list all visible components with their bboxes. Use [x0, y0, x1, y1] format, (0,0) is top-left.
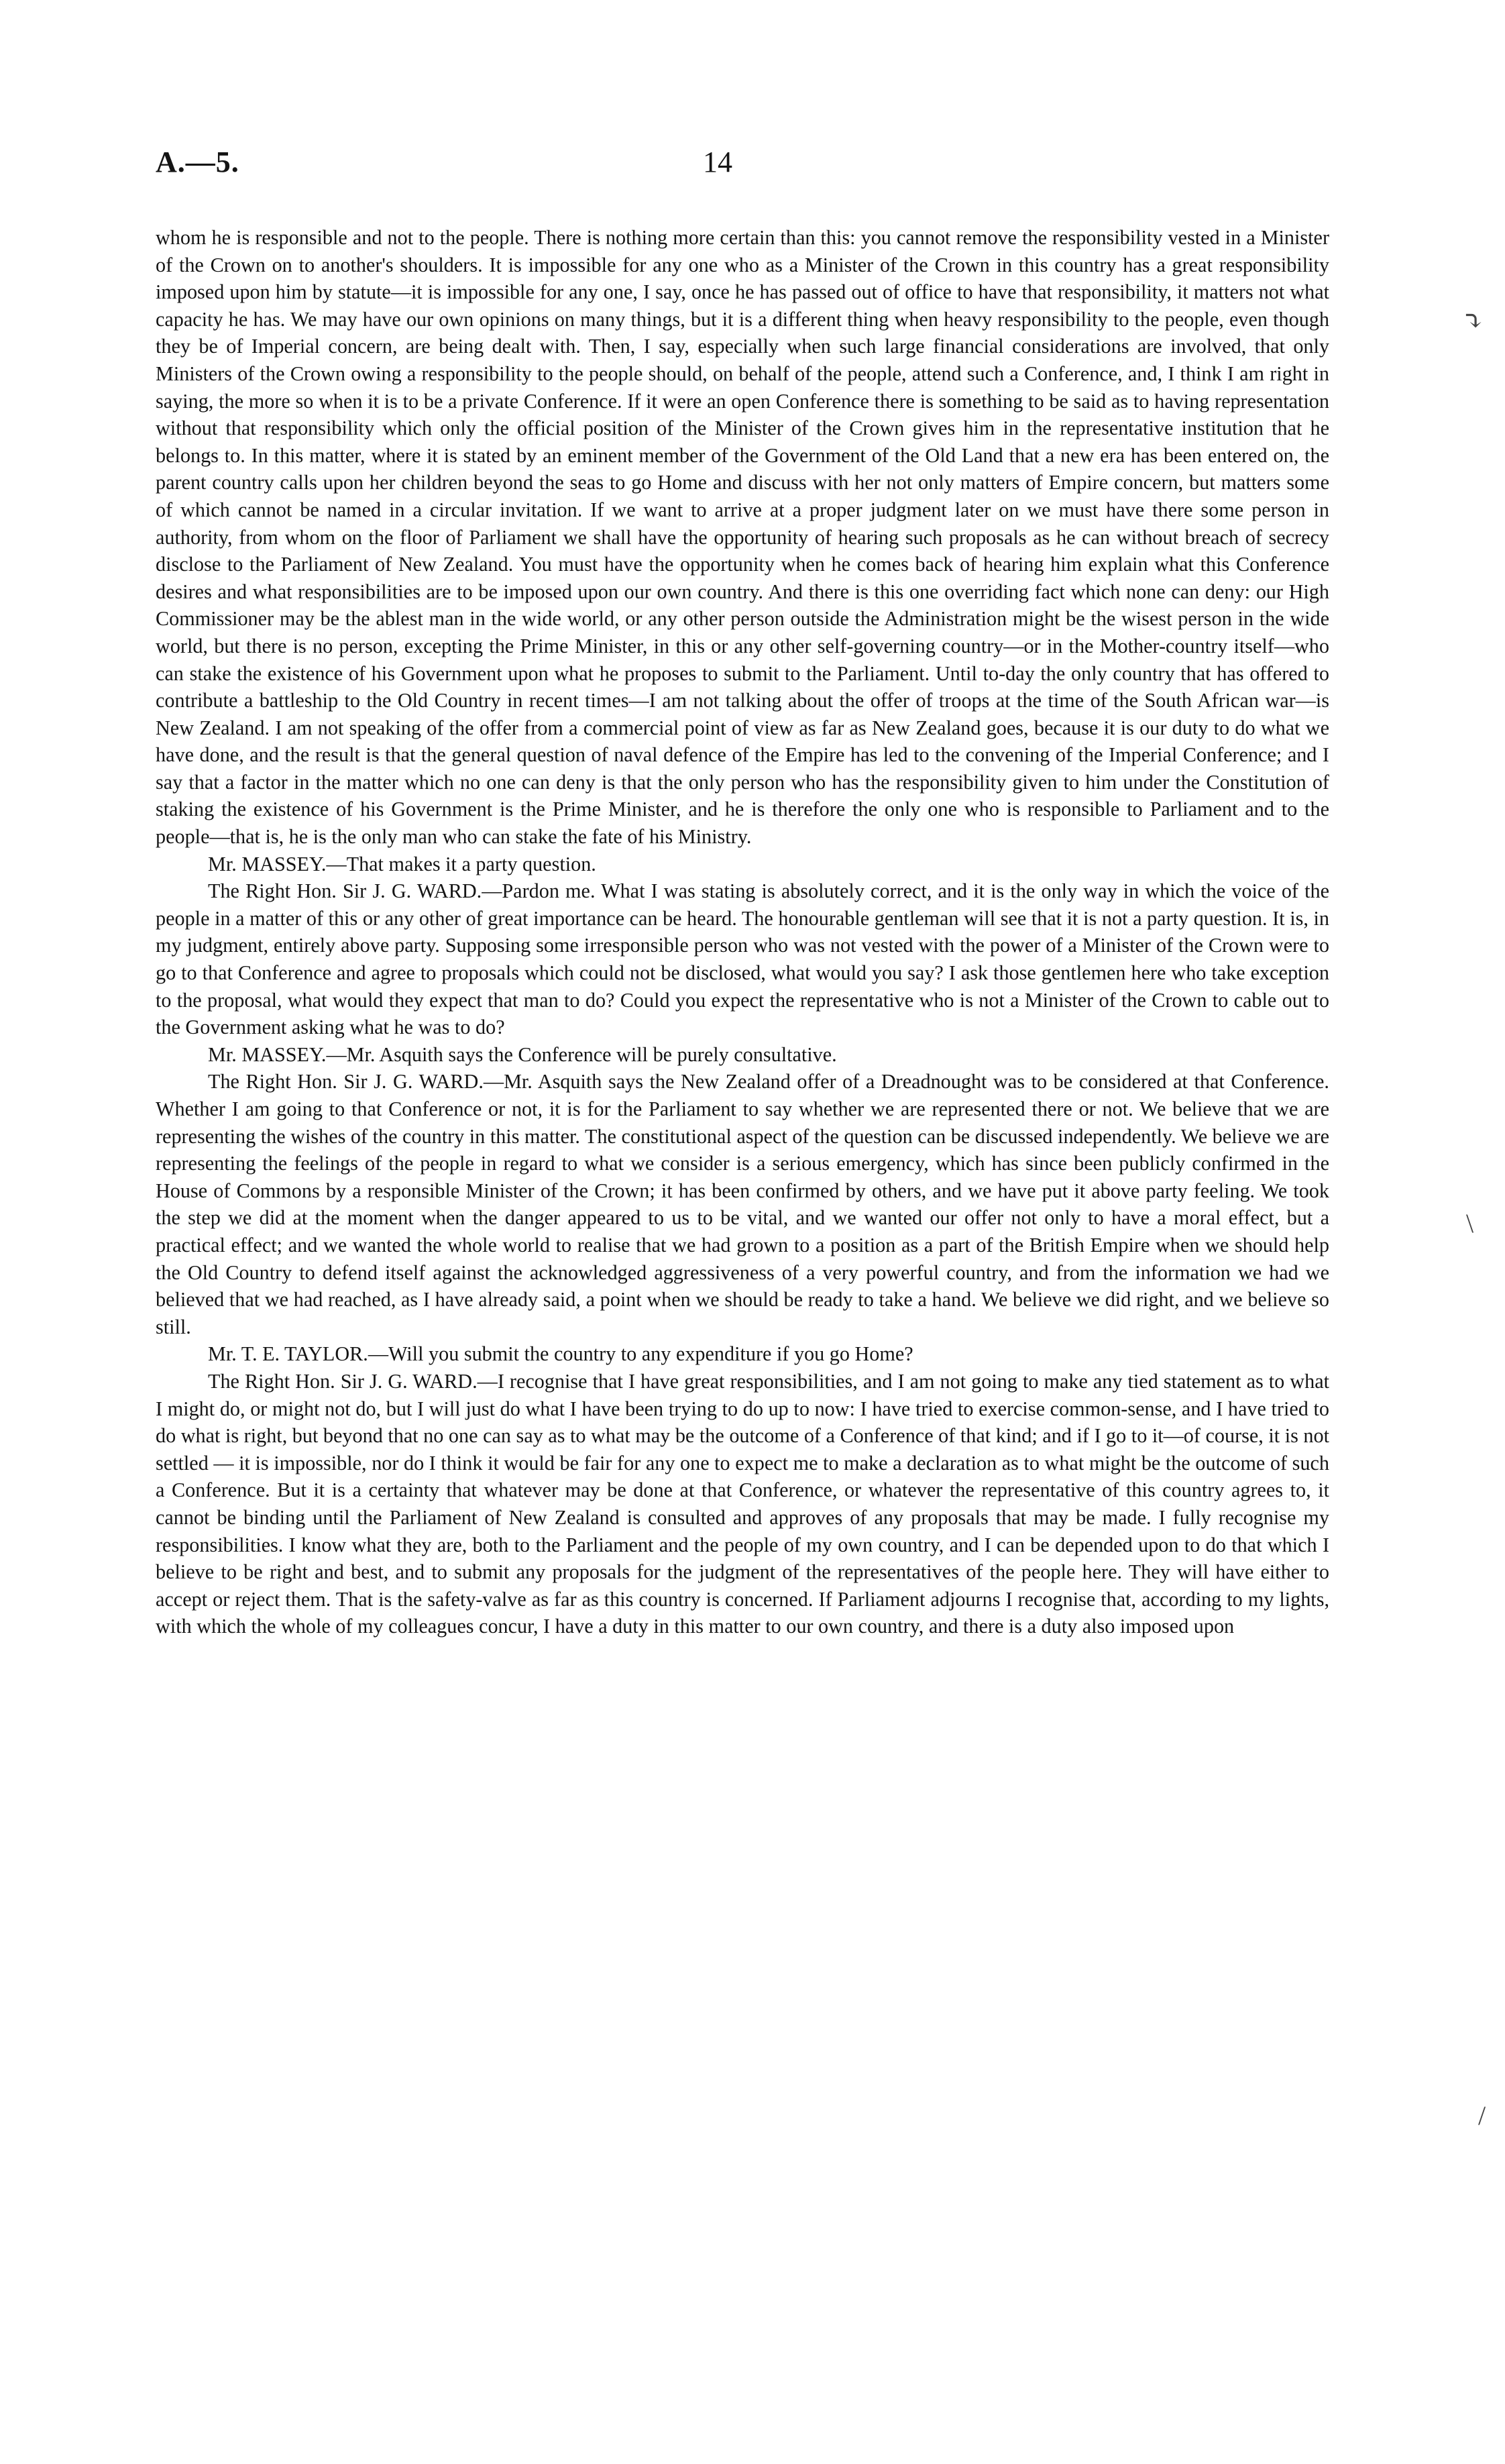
margin-scratch-mark: / [1478, 2100, 1486, 2131]
paragraph [156, 1340, 1329, 1368]
paragraph [156, 851, 1329, 878]
speaker-name: The Right Hon. Sir J. G. WARD. [208, 1070, 484, 1093]
paragraph [156, 224, 1329, 851]
page-reference: A.—5. [156, 146, 239, 178]
margin-scratch-mark: ⤵ [1462, 306, 1485, 336]
speaker-name: Mr. MASSEY. [208, 852, 327, 875]
paragraph-text: —I recognise that I have great responsibilities, and I am not going to make any tied statement as to what I might do, or might not do, but I will just do what I have been trying to do up to now: I have tried to exercise common-sense, and I have tried to do what is right, but beyond that no one can say as to what may be the outcome of a Conference of that kind; and if I go to it—of course, it is not settled — it is impossible, nor do I think it would be fair for any one to expect me to make a declaration as to what might be the outcome of such a Conference. But it is a certainty that whatever may be done at that Conference, or whatever the representative of this country agrees to, it cannot be binding until the Parliament of New Zealand is consulted and approves of any proposals that may be made. I fully recognise my responsibilities. I know what they are, both to the Parliament and the people of my own country, and I can be depended upon to do that which I believe to be right and best, and to submit any proposals for the judgment of the representatives of the people here. They will have either to accept or reject them. That is the safety-valve as far as this country is concerned. If Parliament adjourns I recognise that, according to my lights, with which the whole of my colleagues concur, I have a duty in this matter to our own country, and there is a duty also imposed upon [156, 1369, 1329, 1638]
speaker-name: Mr. T. E. TAYLOR. [208, 1342, 368, 1366]
paragraph-text: whom he is responsible and not to the people. There is nothing more certain than this: you cannot remove the responsibility vested in a Minister of the Crown on to another's shoulders. It is impossible for any one who as a Minister of the Crown in this country has a great responsibility imposed upon him by statute—it is impossible for any one, I say, once he has passed out of office to have that responsibility, it matters not what capacity he has. We may have our own opinions on many things, but it is a different thing when heavy responsibility to the people, even though they be of Imperial concern, are being dealt with. Then, I say, especially when such large financial considerations are involved, that only Ministers of the Crown owing a responsibility to the people should, on behalf of the people, attend such a Conference, and, I think I am right in saying, the more so when it is to be a private Conference. If it were an open Conference there is something to be said as to having representation without that responsibility which only the official position of the Minister of the Crown gives him in the representative institution that he belongs to. In this matter, where it is stated by an eminent member of the Government of the Old Land that a new era has been entered on, the parent country calls upon her children beyond the seas to go Home and discuss with her not only matters of Empire concern, but matters some of which cannot be named in a circular invitation. If we want to arrive at a proper judgment later on we must have there some person in authority, from whom on the floor of Parliament we shall have the opportunity of hearing such proposals as he can without breach of secrecy disclose to the Parliament of New Zealand. You must have the opportunity when he comes back of hearing him explain what this Conference desires and what responsibilities are to be imposed upon our own country. And there is this one overriding fact which none can deny: our High Commissioner may be the ablest man in the wide world, or any other person outside the Administration might be the wisest person in the wide world, but there is no person, excepting the Prime Minister, in this or any other self-governing country—or in the Mother-country itself—who can stake the existence of his Government upon what he proposes to submit to the Parliament. Until to-day the only country that has offered to contribute a battleship to the Old Country in recent times—I am not talking about the offer of troops at the time of the South African war—is New Zealand. I am not speaking of the offer from a commercial point of view as far as New Zealand goes, because it is our duty to do what we have done, and the result is that the general question of naval defence of the Empire has led to the convening of the Imperial Conference; and I say that a factor in the matter which no one can deny is that the only person who has the responsibility given to him under the Constitution of staking the existence of his Government is the Prime Minister, and he is therefore the only one who is responsible to Parliament and to the people—that is, he is the only man who can stake the fate of his Ministry. [156, 226, 1329, 849]
paragraph-text: —Will you submit the country to any expenditure if you go Home? [368, 1342, 913, 1366]
paragraph [156, 1041, 1329, 1069]
paragraph-text: —Pardon me. What I was stating is absolutely correct, and it is the only way in which the voice of the people in a matter of this or any other of great importance can be heard. The honourable gentleman will see that it is not a party question. It is, in my judgment, entirely above party. Supposing some irresponsible person who was not vested with the power of a Minister of the Crown were to go to that Conference and agree to proposals which could not be disclosed, what would you say? I ask those gentlemen here who take exception to the proposal, what would they expect that man to do? Could you expect the representative who is not a Minister of the Crown to cable out to the Government asking what he was to do? [156, 879, 1329, 1039]
speaker-name: The Right Hon. Sir J. G. WARD. [208, 879, 482, 903]
document-body [156, 224, 1329, 1640]
paragraph [156, 1368, 1329, 1640]
paragraph-text: —Mr. Asquith says the Conference will be purely consultative. [326, 1042, 837, 1066]
speaker-name: Mr. MASSEY. [208, 1042, 327, 1066]
paragraph [156, 1068, 1329, 1340]
page-number: 14 [703, 146, 732, 178]
margin-scratch-mark: \ [1466, 1208, 1474, 1238]
paragraph-text: —Mr. Asquith says the New Zealand offer of a Dreadnought was to be considered at that Conference. Whether I am going to that Conference or not, it is for the Parliament to say whether we are represented there or not. We believe that we are representing the wishes of the country in this matter. The constitutional aspect of the question can be discussed independently. We believe we are representing the feelings of the people in regard to what we consider is a serious emergency, which has since been publicly confirmed in the House of Commons by a responsible Minister of the Crown; it has been confirmed by others, and we have put it above party feeling. We took the step we did at the moment when the danger appeared to us to be vital, and we wanted our offer not only to have a moral effect, but a practical effect; and we wanted the whole world to realise that we had grown to a position as a part of the British Empire when we should help the Old Country to defend itself against the acknowledged aggressiveness of a very powerful country, and from the information we had we believed that we had reached, as I have already said, a point when we should be ready to take a hand. We believe we did right, and we believe so still. [156, 1070, 1329, 1338]
speaker-name: The Right Hon. Sir J. G. WARD. [208, 1369, 478, 1393]
paragraph-text: —That makes it a party question. [326, 852, 596, 875]
paragraph [156, 877, 1329, 1041]
